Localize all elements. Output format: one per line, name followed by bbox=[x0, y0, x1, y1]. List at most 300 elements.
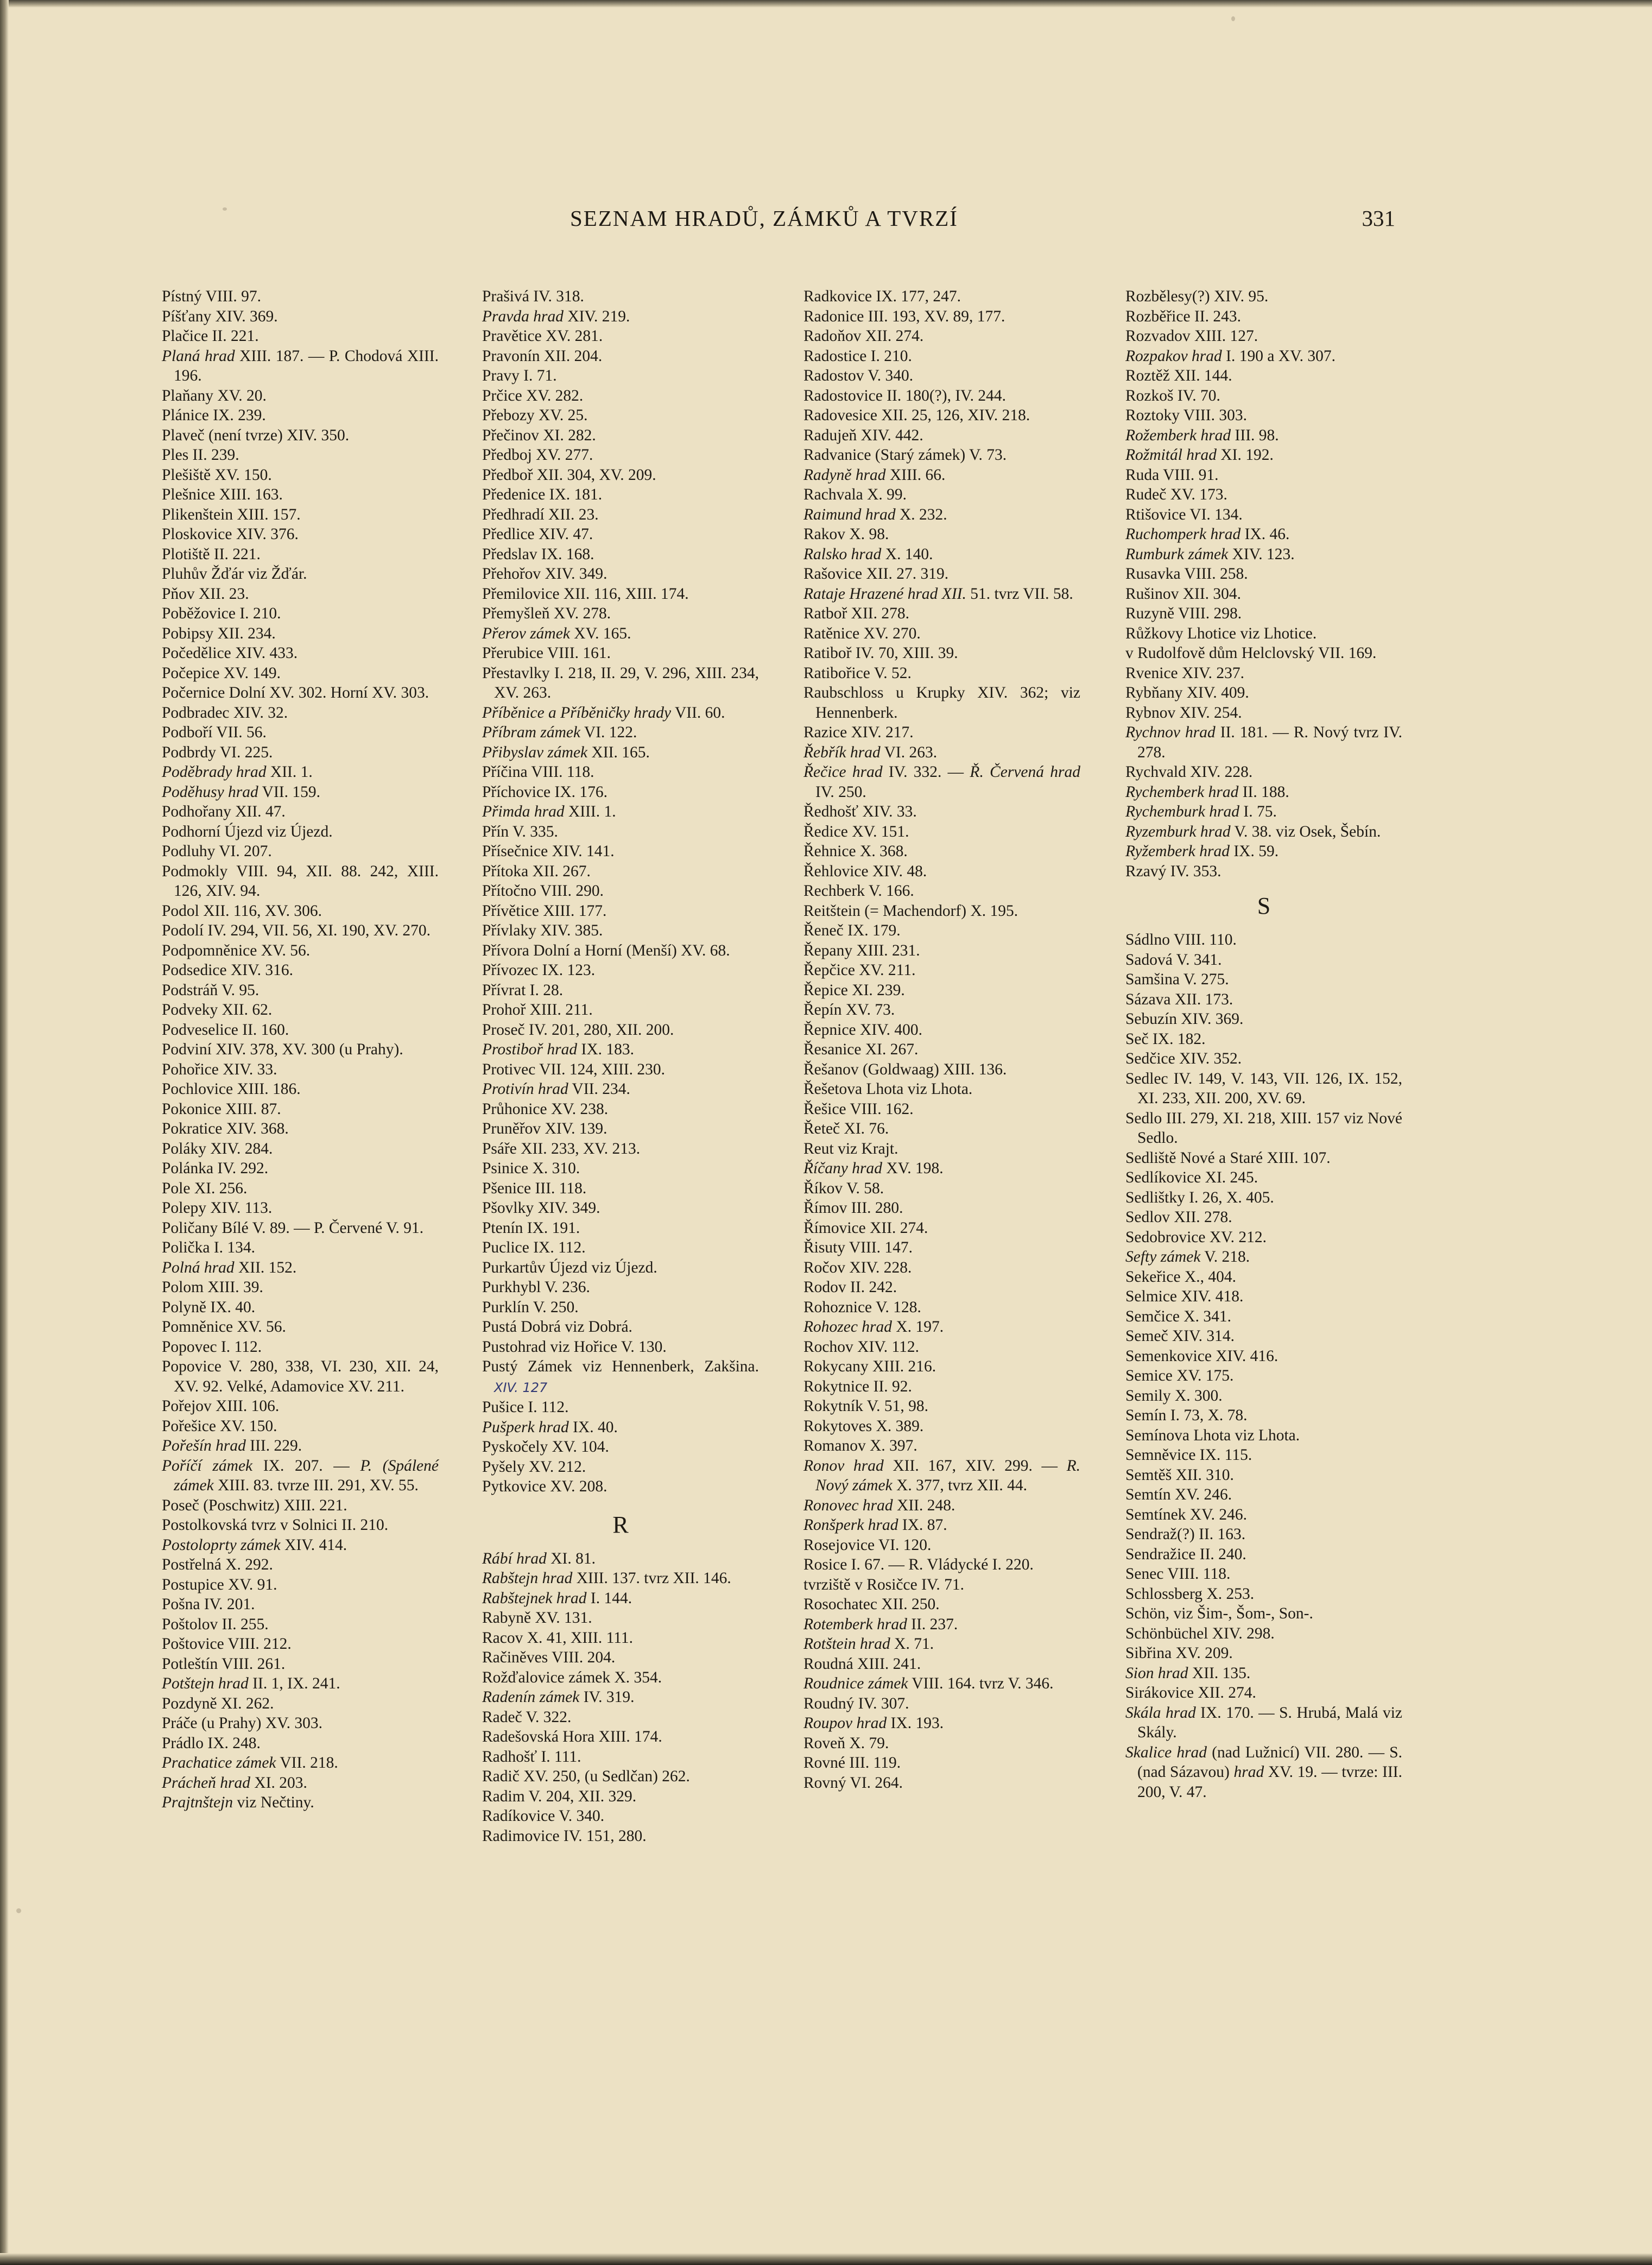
index-entry: Prácheň hrad XI. 203. bbox=[162, 1774, 307, 1792]
index-entry: Předslav IX. 168. bbox=[482, 545, 594, 563]
index-entry: Přívora Dolní a Horní (Menší) XV. 68. bbox=[482, 941, 730, 959]
index-entry: Poštovice VIII. 212. bbox=[162, 1635, 292, 1653]
index-entry: Plešiště XV. 150. bbox=[162, 466, 272, 484]
index-entry: Rokycany XIII. 216. bbox=[803, 1358, 936, 1375]
index-entry: Přehořov XIV. 349. bbox=[482, 565, 607, 583]
index-entry: Podol XII. 116, XV. 306. bbox=[162, 902, 322, 920]
index-entry: Ruchomperk hrad IX. 46. bbox=[1125, 526, 1290, 543]
index-entry: Rožemberk hrad III. 98. bbox=[1125, 426, 1279, 444]
index-entry: Planá hrad XIII. 187. — P. Chodová XIII. 196. bbox=[162, 347, 439, 384]
index-entry: Poseč (Poschwitz) XIII. 221. bbox=[162, 1496, 347, 1514]
index-entry: Rozkoš IV. 70. bbox=[1125, 387, 1220, 404]
index-entry: Sirákovice XII. 274. bbox=[1125, 1684, 1256, 1701]
index-entry: Rabyně XV. 131. bbox=[482, 1609, 592, 1627]
index-entry: Psáře XII. 233, XV. 213. bbox=[482, 1140, 641, 1157]
index-entry: Proseč IV. 201, 280, XII. 200. bbox=[482, 1021, 674, 1039]
index-entry: Schön, viz Šim-, Šom-, Son-. bbox=[1125, 1605, 1313, 1622]
ink-speck bbox=[16, 1908, 21, 1913]
index-column-3 bbox=[803, 287, 1080, 1793]
index-entry: Rokytoves X. 389. bbox=[803, 1417, 924, 1435]
index-entry: Pobipsy XII. 234. bbox=[162, 624, 276, 642]
index-entry: Radíkovice V. 340. bbox=[482, 1807, 605, 1825]
index-entry: Přísečnice XIV. 141. bbox=[482, 843, 615, 860]
index-entry: Pytkovice XV. 208. bbox=[482, 1478, 607, 1495]
index-entry: Radič XV. 250, (u Sedlčan) 262. bbox=[482, 1768, 690, 1785]
index-entry: Pňov XII. 23. bbox=[162, 585, 249, 603]
index-entry: Schönbüchel XIV. 298. bbox=[1125, 1624, 1275, 1642]
index-entry: Předenice IX. 181. bbox=[482, 486, 603, 503]
index-entry: Přín V. 335. bbox=[482, 823, 558, 840]
index-entry: Purklín V. 250. bbox=[482, 1298, 579, 1316]
page-number: 331 bbox=[1362, 206, 1395, 231]
index-entry: Sekeřice X., 404. bbox=[1125, 1268, 1236, 1286]
index-entry: Semtín XV. 246. bbox=[1125, 1486, 1232, 1503]
index-entry: Rumburk zámek XIV. 123. bbox=[1125, 545, 1295, 563]
index-entry: Podveselice II. 160. bbox=[162, 1021, 289, 1039]
index-entry: Ratboř XII. 278. bbox=[803, 605, 909, 622]
page-edge-bottom bbox=[0, 2253, 1652, 2265]
ink-speck bbox=[1231, 16, 1235, 21]
index-entry: Potleštín VIII. 261. bbox=[162, 1655, 286, 1673]
index-entry: Rybnov XIV. 254. bbox=[1125, 704, 1242, 722]
index-entry: Řeneč IX. 179. bbox=[803, 922, 901, 939]
index-entry: Skála hrad IX. 170. — S. Hrubá, Malá viz Skály. bbox=[1125, 1704, 1402, 1741]
index-entry: Radostovice II. 180(?), IV. 244. bbox=[803, 387, 1007, 404]
index-entry: Ronovec hrad XII. 248. bbox=[803, 1496, 955, 1514]
index-entry: Ruzyně VIII. 298. bbox=[1125, 605, 1242, 622]
index-entry: Předboř XII. 304, XV. 209. bbox=[482, 466, 656, 484]
index-entry: Ronov hrad XII. 167, XIV. 299. — R. Nový zámek X. 377, tvrz XII. 44. bbox=[803, 1457, 1080, 1494]
index-entry: v Rudolfově dům Helclovský VII. 169. bbox=[1125, 644, 1377, 662]
index-entry: Ředhošť XIV. 33. bbox=[803, 803, 917, 820]
index-entry: Přerubice VIII. 161. bbox=[482, 644, 611, 662]
index-entry: Prašivá IV. 318. bbox=[482, 288, 584, 305]
index-entry: Sendraž(?) II. 163. bbox=[1125, 1526, 1246, 1543]
index-entry: Rychemberk hrad II. 188. bbox=[1125, 783, 1289, 801]
index-entry: Rožmitál hrad XI. 192. bbox=[1125, 446, 1274, 464]
index-entry: Pomněnice XV. 56. bbox=[162, 1318, 286, 1336]
index-entry: tvrziště v Rosičce IV. 71. bbox=[803, 1576, 965, 1593]
index-entry: Přemilovice XII. 116, XIII. 174. bbox=[482, 585, 689, 603]
index-entry: Pozdyně XI. 262. bbox=[162, 1694, 274, 1712]
index-entry: Ptenín IX. 191. bbox=[482, 1219, 580, 1237]
index-entry: Rusavka VIII. 258. bbox=[1125, 565, 1248, 583]
index-entry: Přebozy XV. 25. bbox=[482, 407, 588, 424]
index-entry: Řešice VIII. 162. bbox=[803, 1100, 914, 1118]
index-entry: Ronšperk hrad IX. 87. bbox=[803, 1516, 947, 1534]
index-entry: Pošna IV. 201. bbox=[162, 1596, 255, 1613]
index-entry: Purkhybl V. 236. bbox=[482, 1279, 590, 1296]
index-entry: Semtínek XV. 246. bbox=[1125, 1505, 1247, 1523]
index-entry: Pořešice XV. 150. bbox=[162, 1417, 277, 1435]
index-entry: Potštejn hrad II. 1, IX. 241. bbox=[162, 1675, 340, 1692]
index-entry: Rudeč XV. 173. bbox=[1125, 486, 1227, 503]
index-entry: Prohoř XIII. 211. bbox=[482, 1001, 593, 1018]
index-entry: Ploskovice XIV. 376. bbox=[162, 526, 299, 543]
index-entry: Pušperk hrad IX. 40. bbox=[482, 1418, 618, 1436]
index-entry: Pravonín XII. 204. bbox=[482, 347, 603, 365]
handwritten-note: XIV. 127 bbox=[494, 1380, 548, 1395]
index-entry: Pole XI. 256. bbox=[162, 1179, 248, 1197]
index-entry: Říkov V. 58. bbox=[803, 1179, 884, 1197]
index-entry: Roveň X. 79. bbox=[803, 1734, 889, 1752]
index-entry: Postupice XV. 91. bbox=[162, 1576, 277, 1593]
index-entry: Řečice hrad IV. 332. — Ř. Červená hrad IV. 250. bbox=[803, 763, 1080, 801]
index-entry: Rachvala X. 99. bbox=[803, 486, 907, 503]
index-entry: Plešnice XIII. 163. bbox=[162, 486, 283, 503]
index-entry: Roupov hrad IX. 193. bbox=[803, 1714, 944, 1732]
index-entry: Reitštein (= Machendorf) X. 195. bbox=[803, 902, 1018, 920]
index-entry: Sedlo III. 279, XI. 218, XIII. 157 viz Nové Sedlo. bbox=[1125, 1109, 1402, 1147]
index-entry: Rozvadov XIII. 127. bbox=[1125, 327, 1258, 345]
index-entry: Předhradí XII. 23. bbox=[482, 505, 599, 523]
index-entry: Řesanice XI. 267. bbox=[803, 1041, 919, 1058]
index-entry: Radhošť I. 111. bbox=[482, 1748, 581, 1766]
section-letter: R bbox=[612, 1511, 629, 1538]
index-entry: Rodov II. 242. bbox=[803, 1279, 897, 1296]
index-entry: Postřelná X. 292. bbox=[162, 1556, 273, 1573]
index-entry: Polná hrad XII. 152. bbox=[162, 1258, 297, 1276]
running-title: SEZNAM HRADŮ, ZÁMKŮ A TVRZÍ bbox=[570, 206, 958, 231]
index-entry: Semínova Lhota viz Lhota. bbox=[1125, 1426, 1300, 1444]
index-entry: Semčice X. 341. bbox=[1125, 1307, 1231, 1325]
index-entry: Příběnice a Příběničky hrady VII. 60. bbox=[482, 704, 725, 722]
index-entry: Sebuzín XIV. 369. bbox=[1125, 1010, 1244, 1028]
index-entry: Podviní XIV. 378, XV. 300 (u Prahy). bbox=[162, 1041, 403, 1058]
index-entry: Podbrdy VI. 225. bbox=[162, 743, 273, 761]
index-entry: Ratibořice V. 52. bbox=[803, 664, 912, 682]
index-entry: Sadová V. 341. bbox=[1125, 951, 1222, 969]
index-entry: Přečinov XI. 282. bbox=[482, 426, 596, 444]
index-entry: Řepany XIII. 231. bbox=[803, 941, 920, 959]
index-entry: Plikenštein XIII. 157. bbox=[162, 505, 301, 523]
index-entry: Samšina V. 275. bbox=[1125, 971, 1229, 988]
index-entry: Pořejov XIII. 106. bbox=[162, 1397, 280, 1415]
index-entry: Polom XIII. 39. bbox=[162, 1279, 263, 1296]
index-entry: Předlice XIV. 47. bbox=[482, 526, 593, 543]
index-entry: Rovné III. 119. bbox=[803, 1754, 901, 1771]
index-entry: Radoňov XII. 274. bbox=[803, 327, 924, 345]
index-entry: Polyně IX. 40. bbox=[162, 1298, 256, 1316]
index-entry: Příchovice IX. 176. bbox=[482, 783, 608, 801]
index-entry: Selmice XIV. 418. bbox=[1125, 1288, 1244, 1305]
index-entry: Rvenice XIV. 237. bbox=[1125, 664, 1245, 682]
index-entry: Raimund hrad X. 232. bbox=[803, 505, 947, 523]
index-entry: Přívětice XIII. 177. bbox=[482, 902, 607, 920]
index-entry: Sedčice XIV. 352. bbox=[1125, 1050, 1242, 1067]
index-entry: Radkovice IX. 177, 247. bbox=[803, 288, 961, 305]
index-entry: Podpomněnice XV. 56. bbox=[162, 941, 311, 959]
index-entry: Senec VIII. 118. bbox=[1125, 1565, 1231, 1583]
index-entry: Plaveč (není tvrze) XIV. 350. bbox=[162, 426, 350, 444]
index-entry: Radenín zámek IV. 319. bbox=[482, 1688, 635, 1706]
index-entry: Poličany Bílé V. 89. — P. Červené V. 91. bbox=[162, 1219, 424, 1237]
index-entry: Rakov X. 98. bbox=[803, 526, 889, 543]
index-entry: Pyšely XV. 212. bbox=[482, 1458, 586, 1476]
index-entry: Ryžemberk hrad IX. 59. bbox=[1125, 843, 1279, 860]
index-entry: Pořešín hrad III. 229. bbox=[162, 1437, 302, 1454]
index-entry: Semice XV. 175. bbox=[1125, 1367, 1234, 1384]
index-entry: Polička I. 134. bbox=[162, 1239, 256, 1256]
index-entry: Semily X. 300. bbox=[1125, 1387, 1223, 1404]
index-entry: Řeteč XI. 76. bbox=[803, 1120, 889, 1137]
index-entry: Ročov XIV. 228. bbox=[803, 1258, 912, 1276]
index-entry: Rozbělesy(?) XIV. 95. bbox=[1125, 288, 1269, 305]
index-entry: Seč IX. 182. bbox=[1125, 1030, 1206, 1048]
index-entry: Řehlovice XIV. 48. bbox=[803, 862, 927, 880]
index-entry: Rotemberk hrad II. 237. bbox=[803, 1615, 958, 1633]
index-entry: Přerov zámek XV. 165. bbox=[482, 624, 631, 642]
index-entry: Raubschloss u Krupky XIV. 362; viz Hennenberk. bbox=[803, 684, 1080, 722]
index-entry: Poběžovice I. 210. bbox=[162, 605, 281, 622]
index-entry: Pšovlky XIV. 349. bbox=[482, 1199, 600, 1217]
index-entry: Řešetova Lhota viz Lhota. bbox=[803, 1080, 973, 1098]
index-entry: Průhonice XV. 238. bbox=[482, 1100, 609, 1118]
index-entry: Radovesice XII. 25, 126, XIV. 218. bbox=[803, 407, 1030, 424]
index-entry: Sedliště Nové a Staré XIII. 107. bbox=[1125, 1149, 1331, 1167]
index-entry: Semín I. 73, X. 78. bbox=[1125, 1407, 1248, 1424]
index-entry: Předboj XV. 277. bbox=[482, 446, 593, 464]
index-entry: Římovice XII. 274. bbox=[803, 1219, 928, 1237]
index-column-4 bbox=[1125, 287, 1402, 1802]
index-entry: Pyskočely XV. 104. bbox=[482, 1438, 609, 1456]
index-entry: Řebřík hrad VI. 263. bbox=[803, 743, 938, 761]
index-entry: Ruda VIII. 91. bbox=[1125, 466, 1219, 484]
index-entry: Přívrat I. 28. bbox=[482, 981, 564, 999]
index-entry: Radeč V. 322. bbox=[482, 1708, 572, 1726]
index-entry: Přemyšleň XV. 278. bbox=[482, 605, 611, 622]
index-entry: Pravětice XV. 281. bbox=[482, 327, 603, 345]
index-entry: Radostov V. 340. bbox=[803, 367, 914, 384]
index-entry: Rozpakov hrad I. 190 a XV. 307. bbox=[1125, 347, 1336, 365]
index-entry: Postoloprty zámek XIV. 414. bbox=[162, 1536, 347, 1554]
index-entry: Sádlno VIII. 110. bbox=[1125, 931, 1237, 948]
index-entry: Rohoznice V. 128. bbox=[803, 1298, 921, 1316]
index-entry: Rtišovice VI. 134. bbox=[1125, 505, 1243, 523]
index-entry: Přívlaky XIV. 385. bbox=[482, 922, 603, 939]
index-entry: Říčany hrad XV. 198. bbox=[803, 1160, 944, 1177]
index-entry: Rokytník V. 51, 98. bbox=[803, 1397, 929, 1415]
index-entry: Radostice I. 210. bbox=[803, 347, 912, 365]
index-entry: Podboří VII. 56. bbox=[162, 724, 267, 741]
index-entry: Sendražice II. 240. bbox=[1125, 1545, 1246, 1563]
index-entry: Plaňany XV. 20. bbox=[162, 387, 267, 404]
index-entry: Sefty zámek V. 218. bbox=[1125, 1248, 1250, 1266]
index-entry: Rosochatec XII. 250. bbox=[803, 1596, 940, 1613]
index-entry: Roudnice zámek VIII. 164. tvrz V. 346. bbox=[803, 1675, 1054, 1692]
index-entry: Práče (u Prahy) XV. 303. bbox=[162, 1714, 323, 1732]
index-entry: Příbram zámek VI. 122. bbox=[482, 724, 637, 741]
index-entry: Podmokly VIII. 94, XII. 88. 242, XIII. 126, XIV. 94. bbox=[162, 862, 439, 900]
index-entry: Rychnov hrad II. 181. — R. Nový tvrz IV. 278. bbox=[1125, 724, 1402, 761]
index-entry: Rovný VI. 264. bbox=[803, 1774, 903, 1792]
index-entry: Plotiště II. 221. bbox=[162, 545, 261, 563]
index-entry: Pluhův Žďár viz Žďár. bbox=[162, 565, 307, 583]
index-entry: Pokonice XIII. 87. bbox=[162, 1100, 281, 1118]
index-entry: Prčice XV. 282. bbox=[482, 387, 584, 404]
index-entry: Schlossberg X. 253. bbox=[1125, 1585, 1255, 1603]
index-entry: Radimovice IV. 151, 280. bbox=[482, 1827, 647, 1845]
index-entry: Přívozec IX. 123. bbox=[482, 961, 596, 979]
index-entry: Řepnice XIV. 400. bbox=[803, 1021, 923, 1039]
index-entry: Semněvice IX. 115. bbox=[1125, 1446, 1252, 1464]
index-entry: Pohořice XIV. 33. bbox=[162, 1060, 277, 1078]
index-entry: Poštolov II. 255. bbox=[162, 1615, 269, 1633]
index-entry: Plačice II. 221. bbox=[162, 327, 259, 345]
index-entry: Skalice hrad (nad Lužnicí) VII. 280. — S. (nad Sázavou) hrad XV. 19. — tvrze: III. 200, V. 47. bbox=[1125, 1743, 1402, 1801]
index-entry: Podhořany XII. 47. bbox=[162, 803, 286, 820]
index-entry: Roudný IV. 307. bbox=[803, 1694, 909, 1712]
index-entry: Reut viz Krajt. bbox=[803, 1140, 898, 1157]
index-entry: Radyně hrad XIII. 66. bbox=[803, 466, 946, 484]
index-entry: Ralsko hrad X. 140. bbox=[803, 545, 933, 563]
index-entry: Radonice III. 193, XV. 89, 177. bbox=[803, 307, 1005, 325]
index-entry: Romanov X. 397. bbox=[803, 1437, 917, 1454]
index-entry: Poláky XIV. 284. bbox=[162, 1140, 273, 1157]
index-entry: Rozběřice II. 243. bbox=[1125, 307, 1241, 325]
index-entry: Poděhusy hrad VII. 159. bbox=[162, 783, 320, 801]
index-entry: Rabštejn hrad XIII. 137. tvrz XII. 146. bbox=[482, 1570, 731, 1587]
index-entry: Roztoky VIII. 303. bbox=[1125, 407, 1247, 424]
index-entry: Popovec I. 112. bbox=[162, 1338, 262, 1356]
index-entry: Semeč XIV. 314. bbox=[1125, 1327, 1235, 1345]
index-entry: Rotštein hrad X. 71. bbox=[803, 1635, 934, 1653]
index-column-1 bbox=[162, 287, 439, 1813]
index-entry: Račiněves VIII. 204. bbox=[482, 1649, 616, 1666]
index-entry: Polepy XIV. 113. bbox=[162, 1199, 273, 1217]
index-entry: Řepčice XV. 211. bbox=[803, 961, 916, 979]
index-entry: Postolkovská tvrz v Solnici II. 210. bbox=[162, 1516, 389, 1534]
index-entry: Přestavlky I. 218, II. 29, V. 296, XIII. 234, XV. 263. bbox=[482, 664, 759, 701]
index-entry: Rušinov XII. 304. bbox=[1125, 585, 1242, 603]
index-entry: Podolí IV. 294, VII. 56, XI. 190, XV. 270. bbox=[162, 922, 431, 939]
index-entry: Pravda hrad XIV. 219. bbox=[482, 307, 630, 325]
index-entry: Polánka IV. 292. bbox=[162, 1160, 269, 1177]
index-entry: Počernice Dolní XV. 302. Horní XV. 303. bbox=[162, 684, 429, 701]
index-entry: Semenkovice XIV. 416. bbox=[1125, 1347, 1278, 1365]
index-entry: Rataje Hrazené hrad XII. 51. tvrz VII. 58. bbox=[803, 585, 1073, 603]
index-entry: Pušice I. 112. bbox=[482, 1399, 569, 1416]
index-entry: Prachatice zámek VII. 218. bbox=[162, 1754, 338, 1771]
index-entry: Pochlovice XIII. 186. bbox=[162, 1080, 301, 1098]
index-entry: Pšenice III. 118. bbox=[482, 1179, 587, 1197]
index-entry: Rohozec hrad X. 197. bbox=[803, 1318, 944, 1336]
index-entry: Poříčí zámek IX. 207. — P. (Spálené zámek XIII. 83. tvrze III. 291, XV. 55. bbox=[162, 1457, 439, 1494]
index-entry: Prajtnštejn viz Nečtiny. bbox=[162, 1794, 314, 1811]
index-entry: Sibřina XV. 209. bbox=[1125, 1644, 1233, 1662]
index-entry: Počepice XV. 149. bbox=[162, 664, 281, 682]
index-entry: Rabštejnek hrad I. 144. bbox=[482, 1589, 632, 1607]
index-entry: Roztěž XII. 144. bbox=[1125, 367, 1232, 384]
index-entry: Rzavý IV. 353. bbox=[1125, 862, 1221, 880]
index-entry: Příčina VIII. 118. bbox=[482, 763, 594, 781]
index-entry: Řepice XI. 239. bbox=[803, 981, 905, 999]
index-entry: Přimda hrad XIII. 1. bbox=[482, 803, 616, 820]
index-entry: Popovice V. 280, 338, VI. 230, XII. 24, XV. 92. Velké, Adamovice XV. 211. bbox=[162, 1358, 439, 1395]
index-entry: Rochov XIV. 112. bbox=[803, 1338, 920, 1356]
index-entry: Sázava XII. 173. bbox=[1125, 990, 1233, 1008]
index-entry: Řisuty VIII. 147. bbox=[803, 1239, 913, 1256]
index-entry: Psinice X. 310. bbox=[482, 1160, 580, 1177]
index-entry: Řehnice X. 368. bbox=[803, 843, 908, 860]
index-entry: Sedlec IV. 149, V. 143, VII. 126, IX. 152, XI. 233, XII. 200, XV. 69. bbox=[1125, 1070, 1402, 1107]
index-entry: Roudná XIII. 241. bbox=[803, 1655, 921, 1673]
index-entry: Podluhy VI. 207. bbox=[162, 843, 272, 860]
index-entry: Protivín hrad VII. 234. bbox=[482, 1080, 630, 1098]
index-entry: Rábí hrad XI. 81. bbox=[482, 1549, 596, 1567]
index-entry: Přibyslav zámek XII. 165. bbox=[482, 743, 650, 761]
index-entry: Rožďalovice zámek X. 354. bbox=[482, 1668, 662, 1686]
index-entry: Rokytnice II. 92. bbox=[803, 1377, 912, 1395]
index-entry: Rychvald XIV. 228. bbox=[1125, 763, 1253, 781]
index-entry: Sedlištky I. 26, X. 405. bbox=[1125, 1188, 1274, 1206]
index-entry: Podbradec XIV. 32. bbox=[162, 704, 288, 722]
index-entry: Semtěš XII. 310. bbox=[1125, 1466, 1234, 1484]
index-entry: Pravy I. 71. bbox=[482, 367, 557, 384]
index-entry: Pokratice XIV. 368. bbox=[162, 1120, 289, 1137]
index-entry: Razice XIV. 217. bbox=[803, 724, 914, 741]
index-entry: Pustý Zámek viz Hennenberk, Zakšina. XIV. 127 bbox=[482, 1358, 759, 1395]
index-entry: Počedělice XIV. 433. bbox=[162, 644, 298, 662]
index-entry: Ples II. 239. bbox=[162, 446, 239, 464]
page-header bbox=[157, 205, 1401, 243]
index-entry: Podsedice XIV. 316. bbox=[162, 961, 293, 979]
index-entry: Podstráň V. 95. bbox=[162, 981, 259, 999]
index-entry: Podhorní Újezd viz Újezd. bbox=[162, 823, 333, 840]
page-edge-top bbox=[0, 0, 1652, 8]
index-entry: Sion hrad XII. 135. bbox=[1125, 1664, 1251, 1682]
index-entry: Řešanov (Goldwaag) XIII. 136. bbox=[803, 1060, 1007, 1078]
index-entry: Sedlov XII. 278. bbox=[1125, 1209, 1232, 1226]
index-entry: Ředice XV. 151. bbox=[803, 823, 909, 840]
index-entry: Ryzemburk hrad V. 38. viz Osek, Šebín. bbox=[1125, 823, 1381, 840]
index-entry: Ratiboř IV. 70, XIII. 39. bbox=[803, 644, 958, 662]
section-letter: S bbox=[1257, 893, 1271, 919]
index-entry: Poděbrady hrad XII. 1. bbox=[162, 763, 313, 781]
index-entry: Římov III. 280. bbox=[803, 1199, 903, 1217]
index-entry: Rybňany XIV. 409. bbox=[1125, 684, 1249, 701]
index-entry: Pustohrad viz Hořice V. 130. bbox=[482, 1338, 667, 1356]
index-entry: Podveky XII. 62. bbox=[162, 1001, 273, 1018]
index-entry: Rosice I. 67. — R. Vládycké I. 220. bbox=[803, 1556, 1034, 1573]
index-entry: Rychemburk hrad I. 75. bbox=[1125, 803, 1277, 820]
index-entry: Růžkovy Lhotice viz Lhotice. bbox=[1125, 624, 1317, 642]
index-entry: Ratěnice XV. 270. bbox=[803, 624, 921, 642]
index-entry: Prádlo IX. 248. bbox=[162, 1734, 261, 1752]
index-column-2 bbox=[482, 287, 759, 1846]
index-entry: Radim V. 204, XII. 329. bbox=[482, 1787, 637, 1805]
index-entry: Racov X. 41, XIII. 111. bbox=[482, 1629, 634, 1647]
index-entry: Radvanice (Starý zámek) V. 73. bbox=[803, 446, 1007, 464]
page-edge-left bbox=[0, 0, 9, 2265]
index-entry: Sedlíkovice XI. 245. bbox=[1125, 1169, 1258, 1186]
index-entry: Řepín XV. 73. bbox=[803, 1001, 895, 1018]
index-entry: Píšťany XIV. 369. bbox=[162, 307, 278, 325]
index-entry: Rašovice XII. 27. 319. bbox=[803, 565, 949, 583]
index-entry: Pruněřov XIV. 139. bbox=[482, 1120, 607, 1137]
index-entry: Purkartův Újezd viz Újezd. bbox=[482, 1258, 657, 1276]
index-entry: Puclice IX. 112. bbox=[482, 1239, 586, 1256]
index-entry: Přítoka XII. 267. bbox=[482, 862, 591, 880]
index-entry: Plánice IX. 239. bbox=[162, 407, 266, 424]
index-entry: Protivec VII. 124, XIII. 230. bbox=[482, 1060, 666, 1078]
index-entry: Pístný VIII. 97. bbox=[162, 288, 262, 305]
index-entry: Radešovská Hora XIII. 174. bbox=[482, 1728, 662, 1745]
index-entry: Rosejovice VI. 120. bbox=[803, 1536, 932, 1554]
index-entry: Rechberk V. 166. bbox=[803, 882, 914, 900]
index-entry: Sedobrovice XV. 212. bbox=[1125, 1228, 1267, 1246]
index-entry: Radujeň XIV. 442. bbox=[803, 426, 923, 444]
